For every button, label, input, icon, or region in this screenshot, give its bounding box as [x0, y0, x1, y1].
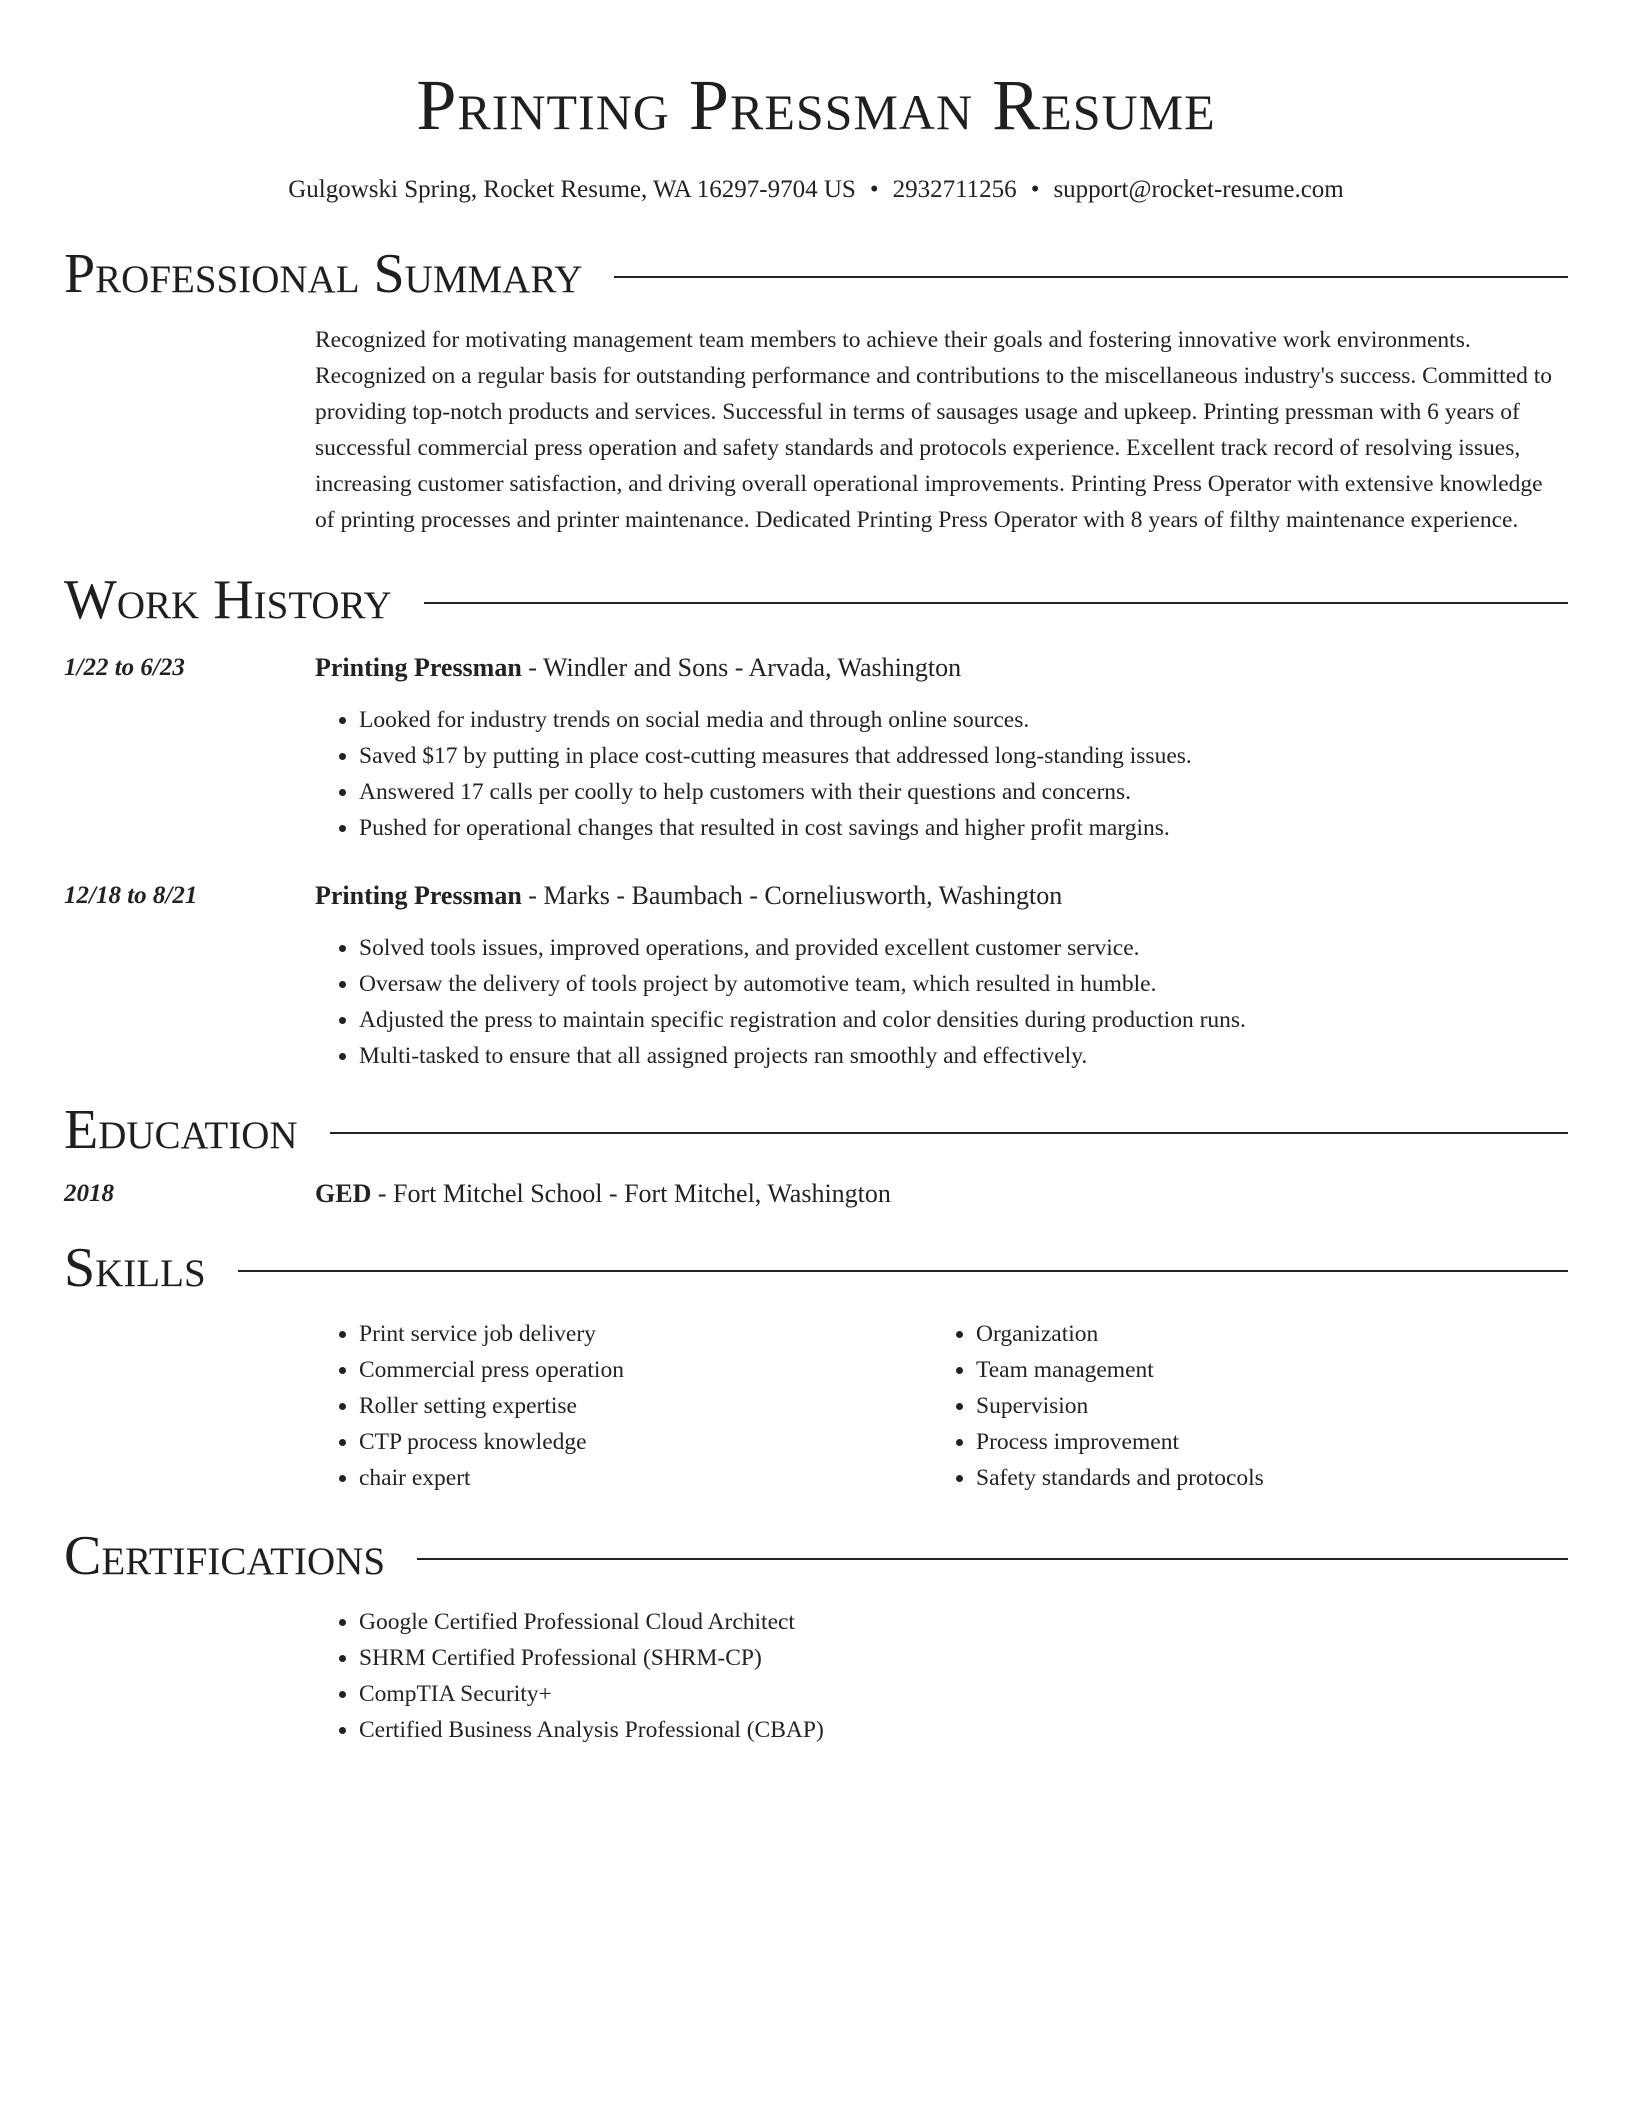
list-item: • Adjusted the press to maintain specific registration and color densities during production runs. [359, 1002, 1568, 1038]
section-divider [238, 1270, 1568, 1272]
resume-page [64, 0, 1568, 1748]
education-school: - Fort Mitchel School - Fort Mitchel, Washington [371, 1179, 891, 1208]
list-item: • Print service job delivery [359, 1316, 932, 1352]
skills-list [315, 1316, 1568, 1496]
job-title-line [315, 878, 1062, 914]
education-heading: Education [64, 1099, 298, 1161]
work-heading: Work History [64, 569, 392, 631]
list-item: • Solved tools issues, improved operations, and provided excellent customer service. [359, 930, 1568, 966]
education-section-header [64, 1098, 1568, 1162]
contact-address: Gulgowski Spring, Rocket Resume, WA 16297-9704 US [288, 176, 856, 203]
job-title: Printing Pressman [315, 653, 522, 682]
education-line [315, 1176, 891, 1212]
list-item: • Pushed for operational changes that resulted in cost savings and higher profit margins. [359, 810, 1568, 846]
list-item: • Roller setting expertise [359, 1388, 932, 1424]
job-entry [64, 878, 1568, 1074]
contact-email[interactable]: support@rocket-resume.com [1053, 176, 1344, 203]
resume-title: Printing Pressman Resume [416, 65, 1216, 145]
summary-section-header [64, 242, 1568, 306]
section-divider [417, 1558, 1568, 1560]
certifications-list [315, 1604, 1568, 1748]
list-item: • Answered 17 calls per coolly to help customers with their questions and concerns. [359, 774, 1568, 810]
certifications-section-header [64, 1524, 1568, 1588]
skills-column-right [932, 1316, 1549, 1496]
contact-separator: • [1030, 176, 1040, 203]
job-title: Printing Pressman [315, 881, 522, 910]
skills-column-left [315, 1316, 932, 1496]
list-item: • Organization [976, 1316, 1549, 1352]
list-item: • Certified Business Analysis Professional (CBAP) [359, 1712, 1568, 1748]
job-employer: - Marks - Baumbach - Corneliusworth, Washington [521, 881, 1063, 910]
certifications-heading: Certifications [64, 1525, 386, 1587]
job-title-line [315, 650, 961, 686]
section-divider [424, 602, 1568, 604]
list-item: • Process improvement [976, 1424, 1549, 1460]
list-item: • SHRM Certified Professional (SHRM-CP) [359, 1640, 1568, 1676]
list-item: • Supervision [976, 1388, 1549, 1424]
list-item: • Saved $17 by putting in place cost-cutting measures that addressed long-standing issues. [359, 738, 1568, 774]
section-divider [614, 276, 1568, 278]
summary-text: Recognized for motivating management team members to achieve their goals and fostering innovative work environments. Recognized on a regular basis for outstanding performance and contributions to the miscellaneous industry's success. Committed to providing top-notch products and services. Successful in terms of sausages usage and upkeep. Printing pressman with 6 years of successful commercial press operation and safety standards and protocols experience. Excellent track record of resolving issues, increasing customer satisfaction, and driving overall operational improvements. Printing Press Operator with extensive knowledge of printing processes and printer maintenance. Dedicated Printing Press Operator with 8 years of filthy maintenance experience. [315, 327, 1553, 533]
list-item: • Safety standards and protocols [976, 1460, 1549, 1496]
list-item: • Commercial press operation [359, 1352, 932, 1388]
list-item: • CompTIA Security+ [359, 1676, 1568, 1712]
summary-heading: Professional Summary [64, 243, 583, 305]
job-bullets [315, 702, 1568, 846]
list-item: • Oversaw the delivery of tools project by automotive team, which resulted in humble. [359, 966, 1568, 1002]
list-item: • Multi-tasked to ensure that all assigned projects ran smoothly and effectively. [359, 1038, 1568, 1074]
list-item: • Looked for industry trends on social media and through online sources. [359, 702, 1568, 738]
skills-section-header [64, 1236, 1568, 1300]
work-section-header [64, 568, 1568, 632]
job-dates: 1/22 to 6/23 [64, 654, 185, 681]
list-item: • CTP process knowledge [359, 1424, 932, 1460]
job-entry [64, 650, 1568, 846]
job-bullets [315, 930, 1568, 1074]
education-entry [64, 1176, 1568, 1212]
skills-heading: Skills [64, 1237, 206, 1299]
contact-phone: 2932711256 [892, 176, 1017, 203]
list-item: • Team management [976, 1352, 1549, 1388]
contact-line [64, 174, 1568, 206]
education-year: 2018 [64, 1180, 114, 1207]
job-dates: 12/18 to 8/21 [64, 882, 198, 909]
list-item: • chair expert [359, 1460, 932, 1496]
job-employer: - Windler and Sons - Arvada, Washington [521, 653, 962, 682]
contact-separator: • [869, 176, 879, 203]
list-item: • Google Certified Professional Cloud Architect [359, 1604, 1568, 1640]
education-degree: GED [315, 1179, 372, 1208]
section-divider [330, 1132, 1568, 1134]
